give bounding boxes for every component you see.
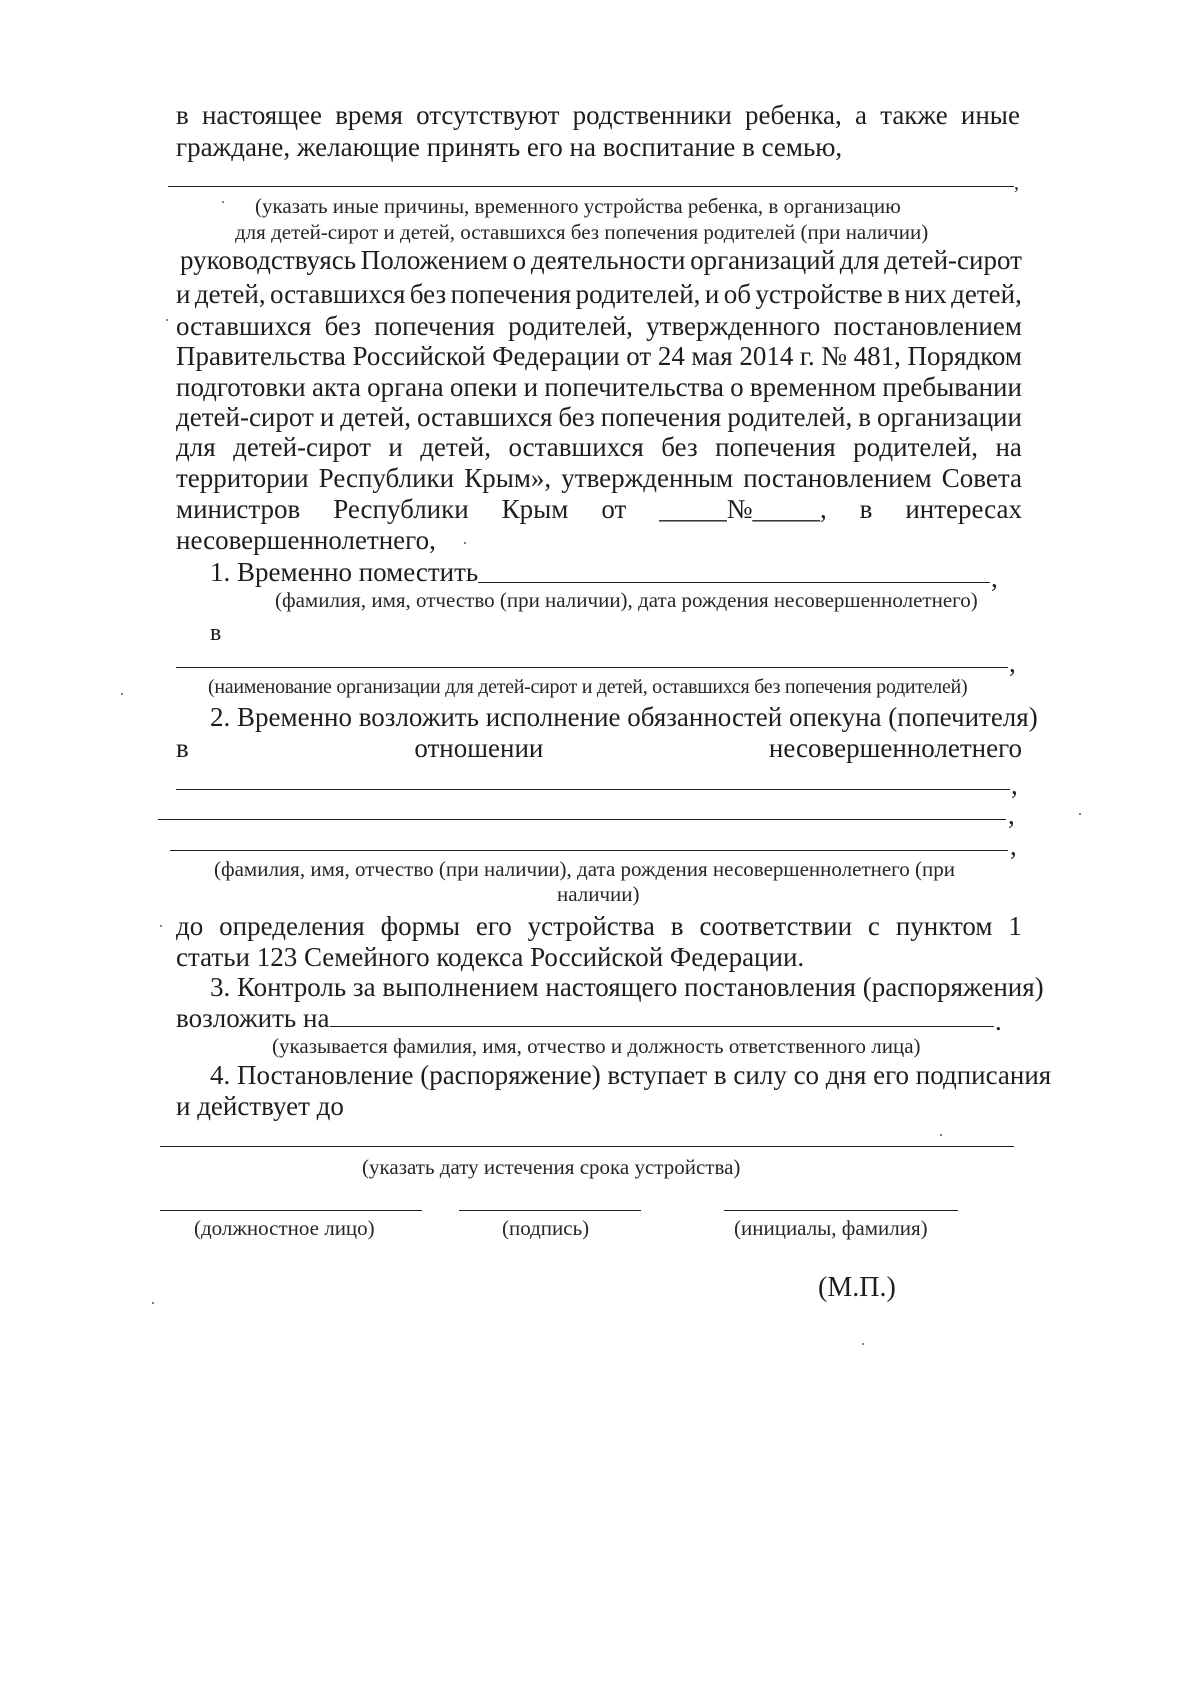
intro-caption-2: для детей-сирот и детей, оставшихся без попечения родителей (при наличии) [235, 220, 929, 244]
item3-line-2: возложить на [176, 1003, 330, 1033]
item2-comma-b: , [1008, 800, 1015, 830]
signature-sign-line [459, 1210, 641, 1211]
item2-continuation-2: статьи 123 Семейного кодекса Российской Федерации. [176, 942, 805, 972]
item2-continuation-1: до определения формы его устройства в соответствии с пунктом 1 [176, 911, 1022, 941]
intro-line-2: граждане, желающие принять его на воспитание в семью, [176, 132, 843, 162]
item4-line-2: и действует до [176, 1091, 344, 1121]
preamble-line-3: оставшихся без попечения родителей, утвержденного постановлением [176, 311, 1022, 341]
preamble-line-2: и детей, оставшихся без попечения родителей, и об устройстве в них детей, [176, 279, 1022, 309]
item1-caption: (фамилия, имя, отчество (при наличии), дата рождения несовершеннолетнего) [275, 588, 978, 612]
item1-caption-2: (наименование организации для детей-сирот и детей, оставшихся без попечения родителей) [208, 676, 968, 698]
item2-comma-c: , [1010, 831, 1017, 861]
item4-line-1: 4. Постановление (распоряжение) вступает в силу со дня его подписания [210, 1060, 1052, 1090]
signature-official-caption: (должностное лицо) [194, 1216, 375, 1240]
preamble-line-8: территории Республики Крым», утвержденным постановлением Совета [176, 463, 1022, 493]
item2-blank-line-2 [158, 819, 1006, 820]
signature-initials-line [724, 1210, 958, 1211]
item2-caption-2: наличии) [557, 882, 640, 906]
item1-comma-2: , [1009, 648, 1016, 678]
item1-text: 1. Временно поместить [210, 557, 479, 587]
preamble-line-4: Правительства Российской Федерации от 24 мая 2014 г. № 481, Порядком [176, 341, 1022, 371]
item3-caption: (указывается фамилия, имя, отчество и должность ответственного лица) [272, 1034, 921, 1058]
item1-comma: , [991, 563, 998, 593]
scan-speck [1079, 813, 1081, 815]
seal-place: (М.П.) [818, 1272, 896, 1303]
item1-organization-blank [176, 667, 1008, 668]
item2-line-2: в отношении несовершеннолетнего [176, 733, 1022, 763]
intro-line-1: в настоящее время отсутствуют родственники ребенка, а также иные [176, 100, 1020, 130]
intro-comma: , [1014, 172, 1019, 194]
intro-caption-1: (указать иные причины, временного устройства ребенка, в организацию [255, 194, 901, 218]
preamble-line-5: подготовки акта органа опеки и попечительства о временном пребывании [176, 372, 1022, 402]
item1-in-word: в [210, 620, 222, 646]
scan-speck [121, 693, 123, 695]
signature-official-line [160, 1210, 422, 1211]
item1-name-blank [478, 582, 990, 583]
scan-speck [222, 201, 224, 203]
item2-blank-line-1 [176, 789, 1010, 790]
preamble-line-9: министров Республики Крым от _____№_____, в интересах [176, 494, 1022, 524]
scan-speck [862, 1343, 864, 1345]
item3-responsible-blank [330, 1026, 994, 1027]
preamble-line-10: несовершеннолетнего, [176, 525, 436, 555]
item4-caption: (указать дату истечения срока устройства) [362, 1155, 741, 1179]
scan-speck [940, 1134, 942, 1136]
scan-speck [152, 1302, 154, 1304]
scan-speck [160, 925, 162, 927]
item2-comma-a: , [1011, 770, 1018, 800]
scan-speck [464, 542, 466, 544]
preamble-line-6: детей-сирот и детей, оставшихся без попечения родителей, в организации [176, 402, 1022, 432]
item4-date-blank [160, 1146, 1014, 1147]
intro-blank-line [168, 186, 1014, 187]
scan-speck [166, 319, 168, 321]
item3-period: . [995, 1006, 1002, 1036]
item2-line-1: 2. Временно возложить исполнение обязанностей опекуна (попечителя) [210, 702, 1038, 732]
signature-sign-caption: (подпись) [502, 1216, 590, 1240]
item2-blank-line-3 [170, 850, 1008, 851]
item3-line-1: 3. Контроль за выполнением настоящего постановления (распоряжения) [210, 972, 1044, 1002]
signature-initials-caption: (инициалы, фамилия) [734, 1216, 928, 1240]
preamble-line-7: для детей-сирот и детей, оставшихся без попечения родителей, на [176, 432, 1022, 462]
preamble-line-1: руководствуясь Положением о деятельности организаций для детей-сирот [180, 245, 1022, 275]
item2-caption-1: (фамилия, имя, отчество (при наличии), дата рождения несовершеннолетнего (при [214, 857, 955, 881]
